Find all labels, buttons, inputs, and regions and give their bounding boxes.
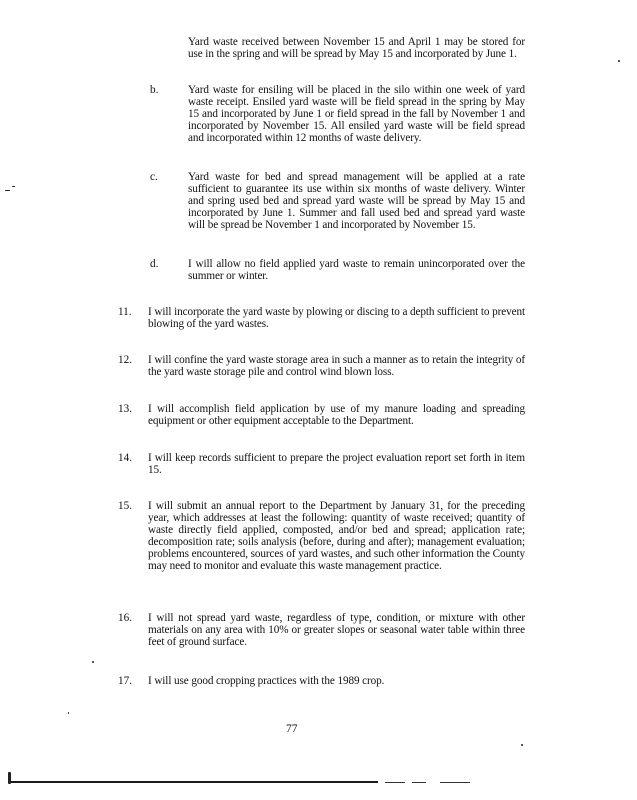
item-label-17: 17.	[118, 675, 132, 687]
item-text-16: I will not spread yard waste, regardless of type, condition, or mixture with other materials on any area with 10% or greater slopes or seasonal water table within three feet of ground surface.	[148, 612, 525, 648]
scan-speck	[618, 60, 620, 62]
scan-speck	[521, 744, 523, 746]
sub-item-text-d: I will allow no field applied yard waste to remain unincorporated over the summer or winter.	[188, 258, 525, 282]
scan-bottom-dash	[440, 782, 470, 783]
item-label-14: 14.	[118, 452, 132, 464]
item-text-11: I will incorporate the yard waste by plowing or discing to a depth sufficient to prevent blowing of the yard wastes.	[148, 306, 525, 330]
item-text-13: I will accomplish field application by use of my manure loading and spreading equipment or other equipment acceptable to the Department.	[148, 403, 525, 427]
scan-speck	[92, 661, 94, 663]
scan-speck	[8, 772, 11, 784]
scan-bottom-dash	[385, 782, 405, 783]
item-label-13: 13.	[118, 403, 132, 415]
item-label-15: 15.	[118, 500, 132, 512]
item-text-12: I will confine the yard waste storage area in such a manner as to retain the integrity of the yard waste storage pile and control wind blown loss.	[148, 354, 525, 378]
sub-item-label-b: b.	[150, 84, 159, 96]
item-text-14: I will keep records sufficient to prepare the project evaluation report set forth in item 15.	[148, 452, 525, 476]
scan-bottom-rule	[8, 781, 378, 783]
scan-speck	[5, 190, 10, 191]
item-label-11: 11.	[118, 306, 132, 318]
sub-item-text-c: Yard waste for bed and spread management will be applied at a rate sufficient to guarantee its use within six months of waste delivery. Winter and spring used bed and spread yard waste will be spread by May 15 and incorporated by June 1. Summer and fall used bed and spread yard waste will be spread be November 1 and incorporated by November 15.	[188, 171, 525, 231]
intro-paragraph: Yard waste received between November 15 and April 1 may be stored for use in the spring and will be spread by May 15 and incorporated by June 1.	[188, 36, 525, 60]
scan-speck	[12, 186, 15, 187]
sub-item-label-d: d.	[150, 258, 159, 270]
page-number: 77	[286, 723, 298, 735]
item-text-15: I will submit an annual report to the Department by January 31, for the preceding year, which addresses at least the following: quantity of waste received; quantity of waste directly field applied, composted, and/or bed and spread; application rate; decomposition rate; soils analysis (before, during and after); management evaluation; problems encountered, sources of yard wastes, and such other information the County may need to monitor and evaluate this waste management practice.	[148, 500, 525, 572]
scan-bottom-dash	[412, 782, 426, 783]
sub-item-label-c: c.	[150, 171, 158, 183]
item-label-16: 16.	[118, 612, 132, 624]
item-label-12: 12.	[118, 354, 132, 366]
sub-item-text-b: Yard waste for ensiling will be placed in the silo within one week of yard waste receipt. Ensiled yard waste will be field spread in the spring by May 15 and incorporated by June 1 or field spread in the fall by November 1 and incorporated by November 15. All ensiled yard waste will be field spread and incorporated within 12 months of waste delivery.	[188, 84, 525, 144]
item-text-17: I will use good cropping practices with the 1989 crop.	[148, 675, 385, 687]
scan-speck	[68, 712, 69, 714]
